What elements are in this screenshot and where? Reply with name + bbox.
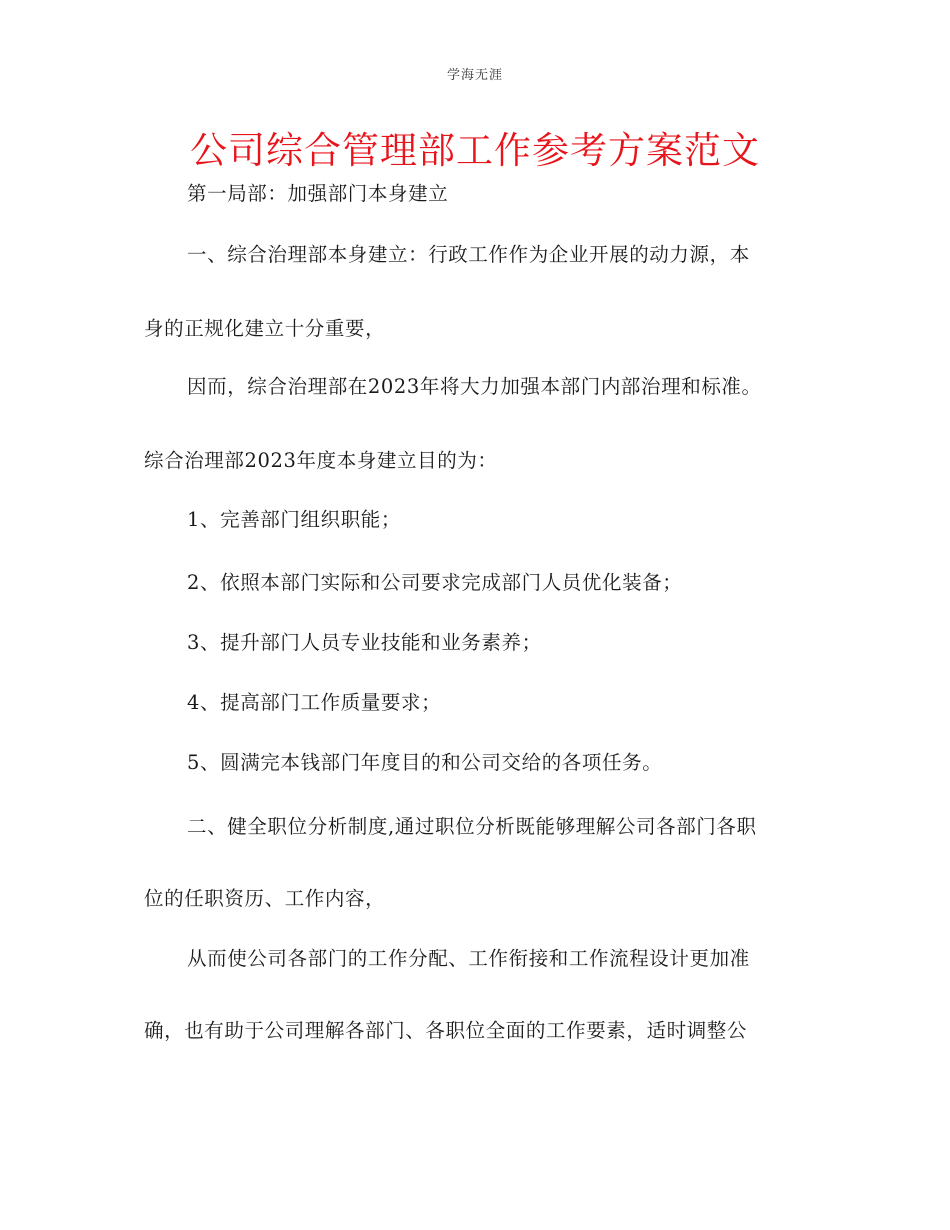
list-item: 3、提升部门人员专业技能和业务素养； <box>187 631 542 654</box>
paragraph-line: 二、健全职位分析制度,通过职位分析既能够理解公司各部门各职 <box>187 815 757 838</box>
list-item: 4、提高部门工作质量要求； <box>187 691 442 714</box>
paragraph-line: 位的任职资历、工作内容， <box>144 887 386 910</box>
paragraph-line: 一、综合治理部本身建立：行政工作作为企业开展的动力源，本 <box>187 243 750 266</box>
section-heading: 第一局部：加强部门本身建立 <box>187 182 449 205</box>
list-item: 5、圆满完本钱部门年度目的和公司交给的各项任务。 <box>187 751 663 774</box>
list-item: 2、依照本部门实际和公司要求完成部门人员优化装备； <box>187 571 683 594</box>
paragraph-line: 确，也有助于公司理解各部门、各职位全面的工作要素，适时调整公 <box>144 1019 748 1042</box>
paragraph-line: 从而使公司各部门的工作分配、工作衔接和工作流程设计更加准 <box>187 947 750 970</box>
paragraph-line: 综合治理部2023年度本身建立目的为： <box>144 449 498 472</box>
list-item: 1、完善部门组织职能； <box>187 508 402 531</box>
page-header: 学海无涯 <box>446 68 503 83</box>
paragraph-line: 因而，综合治理部在2023年将大力加强本部门内部治理和标准。 <box>187 375 762 398</box>
document-title: 公司综合管理部工作参考方案范文 <box>190 129 760 172</box>
paragraph-line: 身的正规化建立十分重要， <box>144 317 386 340</box>
